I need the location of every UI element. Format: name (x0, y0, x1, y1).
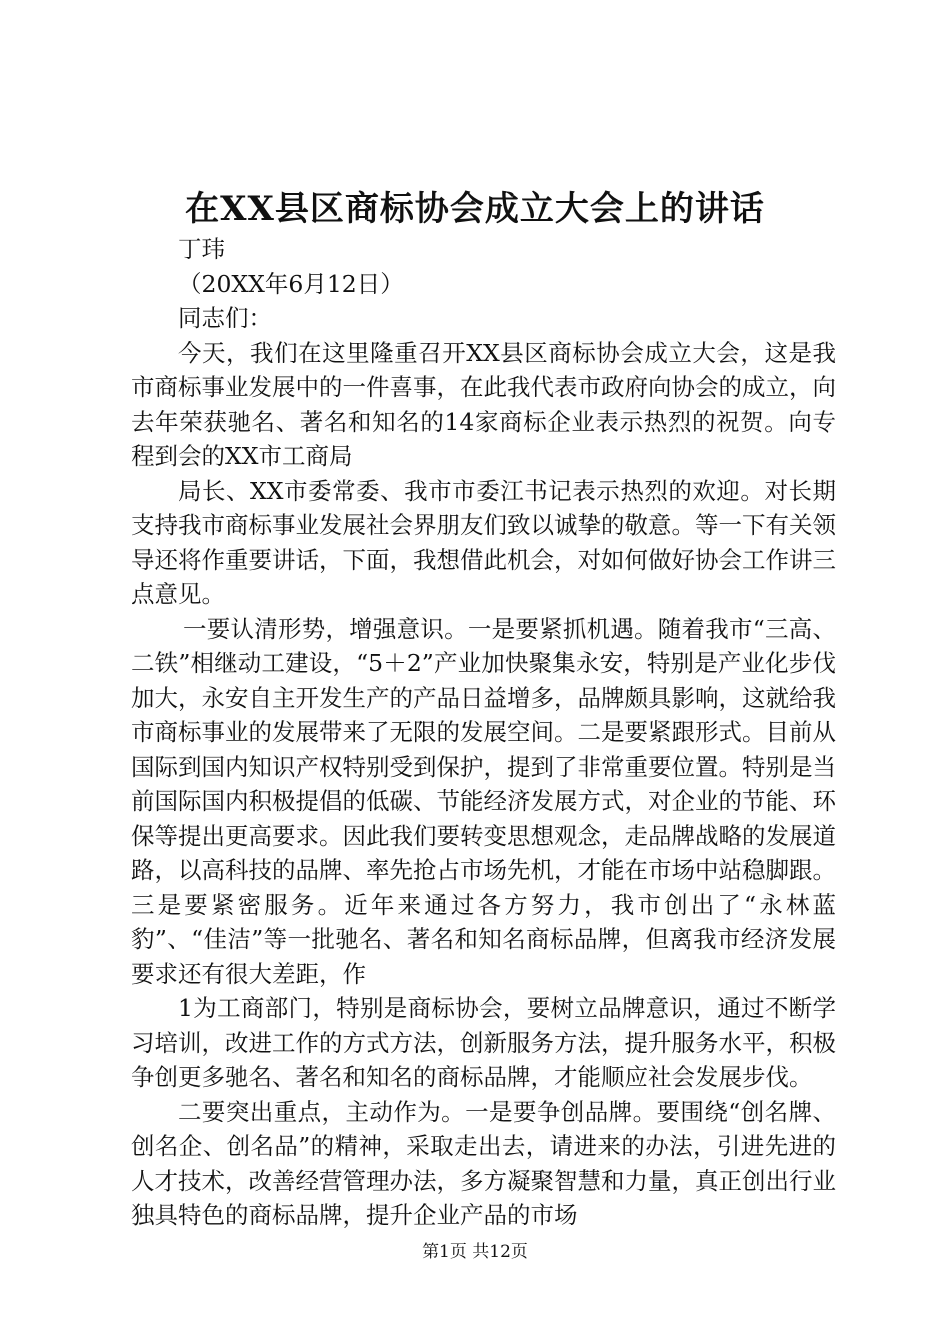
salutation-line: 同志们： (178, 304, 272, 332)
document-body (131, 232, 836, 1233)
date-line: （20XX年6月12日） (178, 269, 404, 298)
paragraph-welcome: 局长、XX市委常委、我市市委江书记表示热烈的欢迎。对长期支持我市商标事业发展社会界朋友们致以诚挚的敬意。等一下有关领导还将作重要讲话，下面，我想借此机会，对如何做好协会工作讲三点意见。 (131, 476, 836, 608)
paragraph-point-two: 二要突出重点，主动作为。一是要争创品牌。要围绕“创名牌、创名企、创名品”的精神，采取走出去，请进来的办法，引进先进的人才技术，改善经营管理办法，多方凝聚智慧和力量，真正创出行业独具特色的商标品牌，提升企业产品的市场 (131, 1097, 836, 1229)
author-line: 丁玮 (178, 235, 225, 263)
paragraph-opening: 今天，我们在这里隆重召开XX县区商标协会成立大会，这是我市商标事业发展中的一件喜事，在此我代表市政府向协会的成立，向去年荣获驰名、著名和知名的14家商标企业表示热烈的祝贺。向专程到会的XX市工商局 (131, 338, 836, 470)
page-footer: 第1页 共12页 (422, 1242, 528, 1262)
paragraph-point-one-cont: 1为工商部门，特别是商标协会，要树立品牌意识，通过不断学习培训，改进工作的方式方法，创新服务方法，提升服务水平，积极争创更多驰名、著名和知名的商标品牌，才能顺应社会发展步伐。 (131, 994, 836, 1091)
paragraph-point-one: 一要认清形势，增强意识。一是要紧抓机遇。随着我市“三高、二铁”相继动工建设，“5＋2”产业加快聚集永安，特别是产业化步伐加大，永安自主开发生产的产品日益增多，品牌颇具影响，这就给我市商标事业的发展带来了无限的发展空间。二是要紧跟形式。目前从国际到国内知识产权特别受到保护，提到了非常重要位置。特别是当前国际国内积极提倡的低碳、节能经济发展方式，对企业的节能、环保等提出更高要求。因此我们要转变思想观念，走品牌战略的发展道路，以高科技的品牌、率先抢占市场先机，才能在市场中站稳脚跟。三是要紧密服务。近年来通过各方努力，我市创出了“永林蓝豹”、“佳洁”等一批驰名、著名和知名商标品牌，但离我市经济发展要求还有很大差距，作 (131, 614, 836, 988)
document-title: 在XX县区商标协会成立大会上的讲话 (185, 189, 765, 229)
